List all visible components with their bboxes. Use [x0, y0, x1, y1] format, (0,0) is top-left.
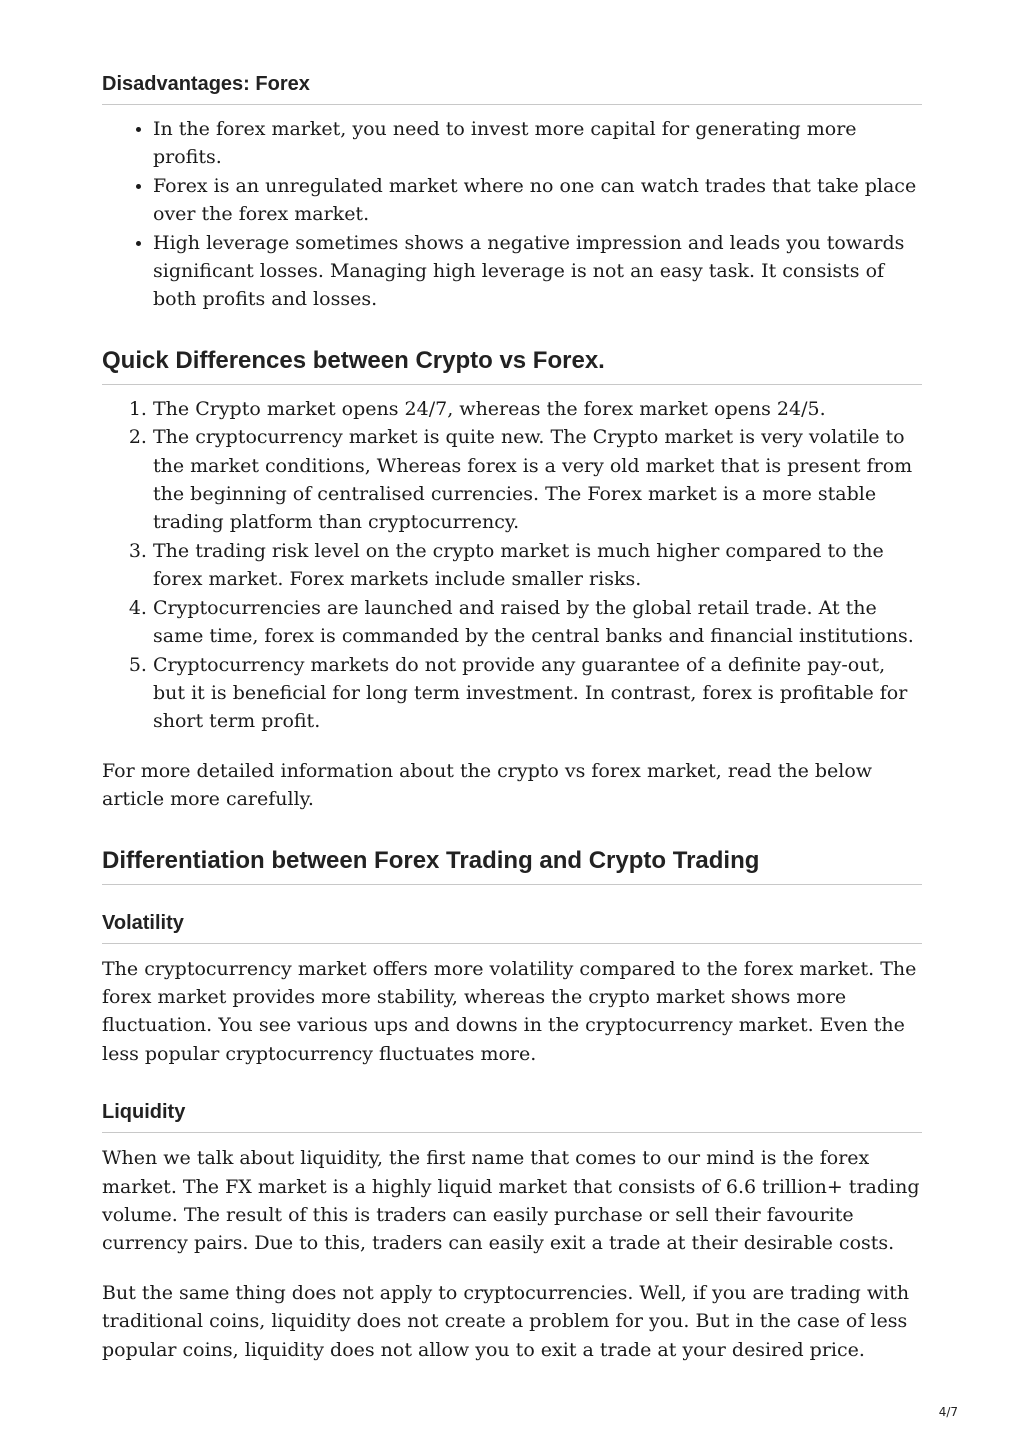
list-item: • In the forex market, you need to invest more capital for generating more profits. — [153, 115, 922, 172]
list-item: 1. The Crypto market opens 24/7, whereas the forex market opens 24/5. — [153, 395, 922, 423]
disadvantages-forex-list — [102, 115, 922, 314]
list-item: • High leverage sometimes shows a negative impression and leads you towards significant losses. Managing high leverage is not an easy task. It consists of both profits and losses. — [153, 229, 922, 314]
list-item: 3. The trading risk level on the crypto market is much higher compared to the forex market. Forex markets include smaller risks. — [153, 537, 922, 594]
list-item: • Forex is an unregulated market where no one can watch trades that take place over the forex market. — [153, 172, 922, 229]
liquidity-paragraph-1: When we talk about liquidity, the first name that comes to our mind is the forex market. The FX market is a highly liquid market that consists of 6.6 trillion+ trading volume. The result of this is traders can easily purchase or sell their favourite currency pairs. Due to this, traders can easily exit a trade at their desirable costs. — [102, 1147, 920, 1255]
heading-volatility: Volatility — [102, 909, 922, 944]
heading-quick-differences: Quick Differences between Crypto vs Forex. — [102, 345, 922, 385]
liquidity-paragraph-2: But the same thing does not apply to cryptocurrencies. Well, if you are trading with traditional coins, liquidity does not create a problem for you. But in the case of less popular coins, liquidity does not allow you to exit a trade at your desired price. — [102, 1281, 910, 1361]
quick-differences-list — [102, 395, 922, 736]
article-content — [102, 0, 922, 1364]
volatility-paragraph: The cryptocurrency market offers more volatility compared to the forex market. The forex market provides more stability, whereas the crypto market shows more fluctuation. You see various ups and downs in the cryptocurrency market. Even the less popular cryptocurrency fluctuates more. — [102, 957, 917, 1065]
list-item: 4. Cryptocurrencies are launched and raised by the global retail trade. At the same time, forex is commanded by the central banks and financial institutions. — [153, 594, 922, 651]
list-item: 2. The cryptocurrency market is quite new. The Crypto market is very volatile to the market conditions, Whereas forex is a very old market that is present from the beginning of centralised currencies. The Forex market is a more stable trading platform than cryptocurrency. — [153, 423, 922, 537]
list-item: 5. Cryptocurrency markets do not provide any guarantee of a definite pay-out, but it is beneficial for long term investment. In contrast, forex is profitable for short term profit. — [153, 651, 922, 736]
heading-liquidity: Liquidity — [102, 1098, 922, 1133]
heading-differentiation: Differentiation between Forex Trading and Crypto Trading — [102, 845, 922, 885]
page-number: 4/7 — [938, 1405, 958, 1419]
heading-disadvantages-forex: Disadvantages: Forex — [102, 70, 922, 105]
followup-paragraph: For more detailed information about the crypto vs forex market, read the below article more carefully. — [102, 759, 873, 811]
